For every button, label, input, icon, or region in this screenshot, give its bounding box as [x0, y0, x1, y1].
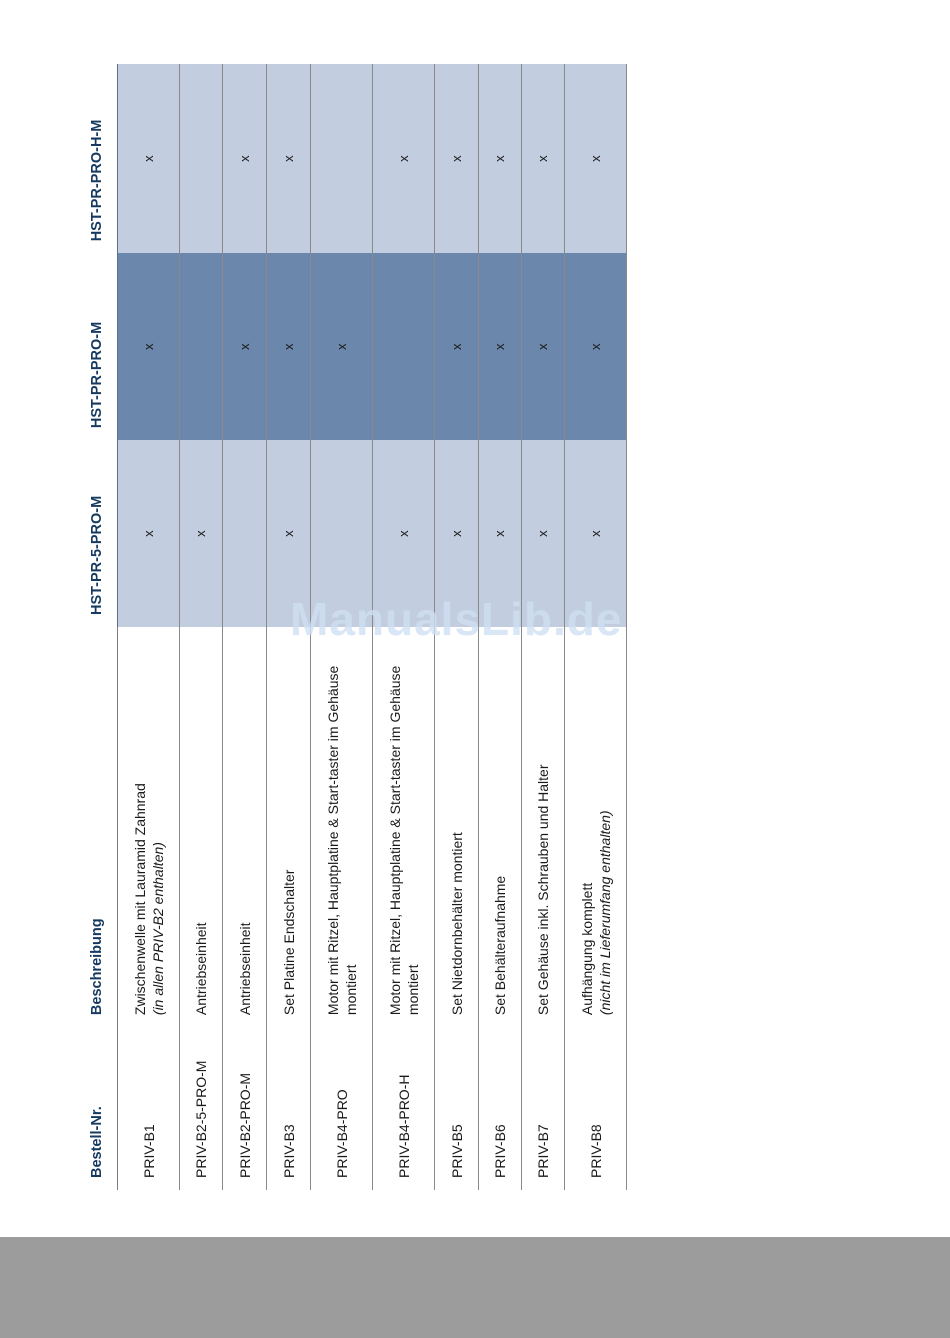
mark-pro-m: x [522, 253, 565, 440]
mark-5-pro-m: x [267, 440, 311, 627]
mark-pro-m: x [565, 253, 627, 440]
header-variant-5-pro-m: HST-PR-5-PRO-M [76, 440, 118, 627]
mark-pro-h-m [180, 64, 223, 253]
mark-pro-h-m [311, 64, 373, 253]
description [118, 627, 180, 1027]
header-description: Beschreibung [76, 627, 118, 1027]
mark-pro-h-m: x [435, 64, 479, 253]
order-number: PRIV-B8 [565, 1027, 627, 1190]
order-number: PRIV-B4-PRO [311, 1027, 373, 1190]
mark-pro-m: x [435, 253, 479, 440]
description: Motor mit Ritzel, Hauptplatine & Start-taster im Gehäuse montiert [311, 627, 373, 1027]
description: Set Platine Endschalter [267, 627, 311, 1027]
header-variant-pro-m: HST-PR-PRO-M [76, 253, 118, 440]
mark-5-pro-m: x [565, 440, 627, 627]
watermark-text: ManualsLib.de [290, 593, 623, 645]
description-text: Aufhängung komplett [578, 882, 595, 1016]
mark-pro-h-m: x [522, 64, 565, 253]
mark-pro-m: x [311, 253, 373, 440]
mark-pro-m [180, 253, 223, 440]
mark-5-pro-m [223, 440, 267, 627]
description-text: Zwischenwelle mit Lauramid Zahnrad [131, 783, 148, 1016]
mark-5-pro-m: x [522, 440, 565, 627]
order-number: PRIV-B5 [435, 1027, 479, 1190]
order-number: PRIV-B1 [118, 1027, 180, 1190]
mark-pro-h-m: x [118, 64, 180, 253]
mark-pro-m: x [223, 253, 267, 440]
order-number: PRIV-B7 [522, 1027, 565, 1190]
description-note: (in allen PRIV-B2 enthalten) [149, 842, 166, 1016]
mark-pro-m [373, 253, 435, 440]
footer-band [0, 1237, 950, 1338]
description-note: (nicht im Lieferumfang enthalten) [596, 810, 613, 1016]
order-number: PRIV-B2-PRO-M [223, 1027, 267, 1190]
mark-pro-h-m: x [373, 64, 435, 253]
description: Set Gehäuse inkl. Schrauben und Halter [522, 627, 565, 1027]
table-row [118, 64, 180, 1190]
order-number: PRIV-B4-PRO-H [373, 1027, 435, 1190]
mark-pro-h-m: x [479, 64, 522, 253]
header-order-number: Bestell-Nr. [76, 1027, 118, 1190]
table-row [180, 64, 223, 1190]
mark-5-pro-m: x [435, 440, 479, 627]
mark-pro-h-m: x [267, 64, 311, 253]
mark-pro-m: x [267, 253, 311, 440]
mark-pro-m: x [118, 253, 180, 440]
description: Set Behälteraufnahme [479, 627, 522, 1027]
mark-5-pro-m: x [479, 440, 522, 627]
description: Antriebseinheit [223, 627, 267, 1027]
description: Antriebseinheit [180, 627, 223, 1027]
table-row [223, 64, 267, 1190]
mark-pro-h-m: x [223, 64, 267, 253]
order-number: PRIV-B2-5-PRO-M [180, 1027, 223, 1190]
description: Motor mit Ritzel, Hauptplatine & Start-taster im Gehäuse montiert [373, 627, 435, 1027]
description: Set Nietdornbehälter montiert [435, 627, 479, 1027]
mark-5-pro-m: x [118, 440, 180, 627]
header-row [76, 64, 118, 1190]
mark-5-pro-m: x [373, 440, 435, 627]
description [565, 627, 627, 1027]
mark-pro-h-m: x [565, 64, 627, 253]
mark-pro-m: x [479, 253, 522, 440]
header-variant-pro-h-m: HST-PR-PRO-H-M [76, 64, 118, 253]
order-number: PRIV-B3 [267, 1027, 311, 1190]
mark-5-pro-m: x [180, 440, 223, 627]
order-number: PRIV-B6 [479, 1027, 522, 1190]
